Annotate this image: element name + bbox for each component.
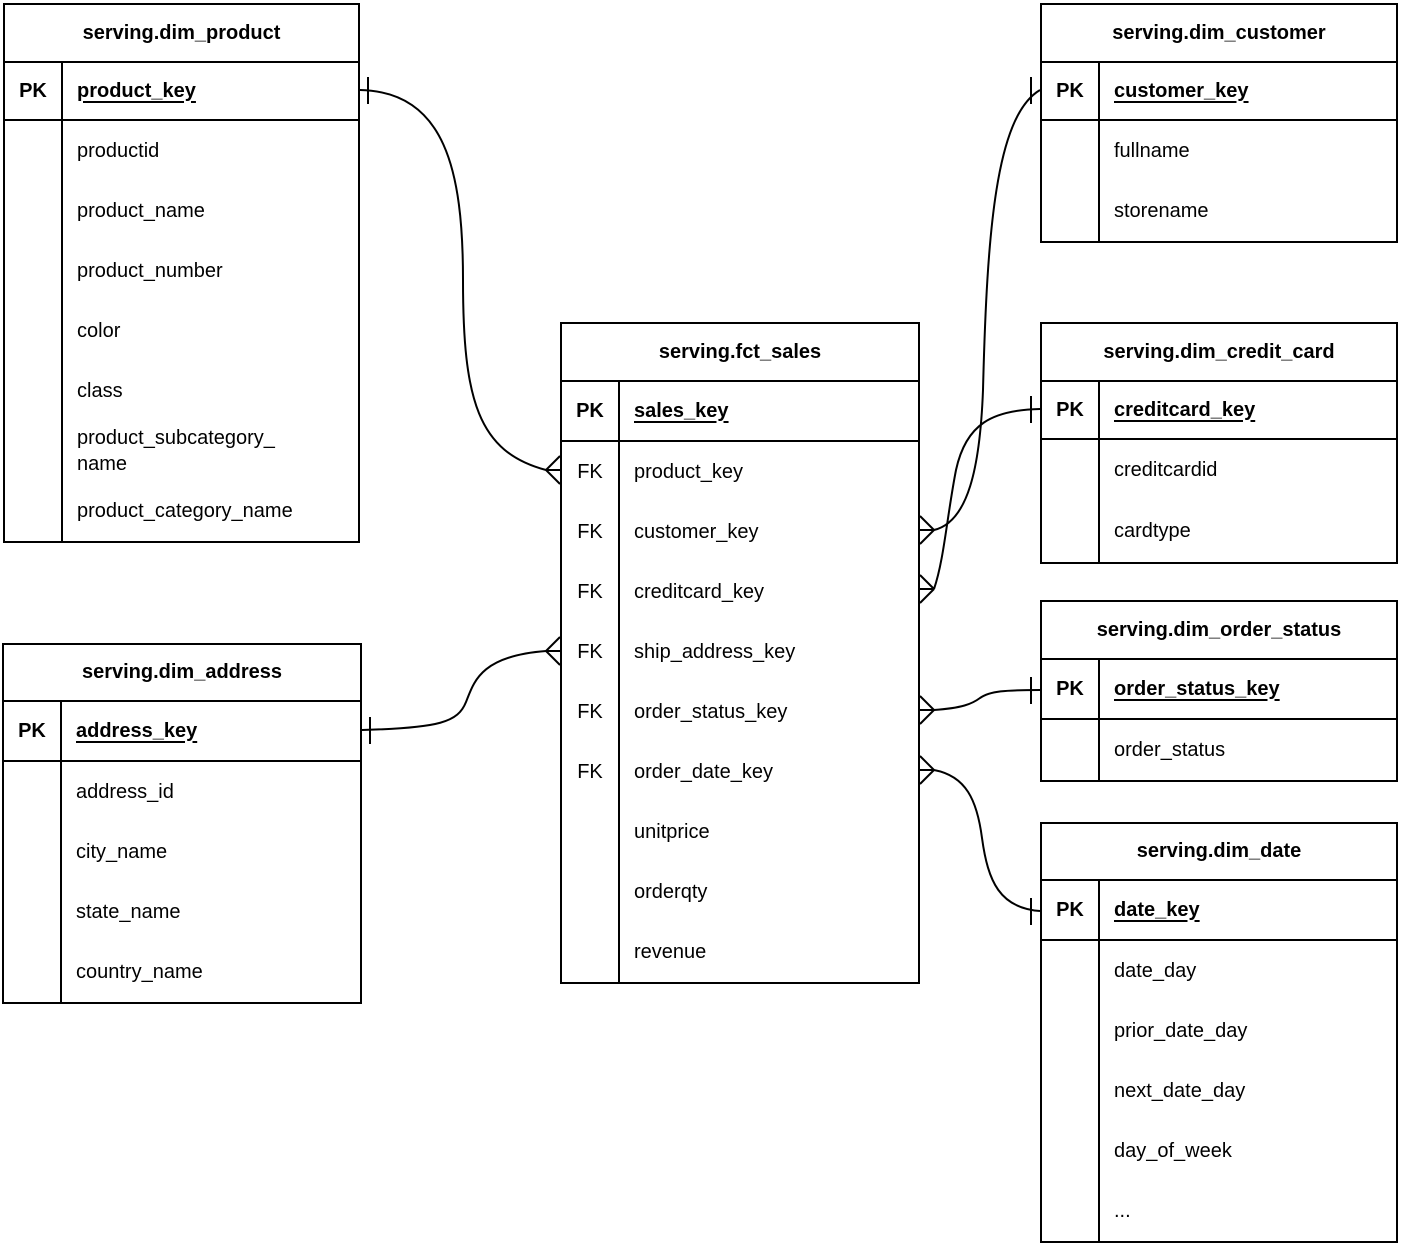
field-name: productid xyxy=(77,139,160,162)
field-row xyxy=(5,301,358,361)
fk-label: FK xyxy=(562,562,620,622)
field-name: color xyxy=(77,319,121,342)
pk-field-name: creditcard_key xyxy=(1114,398,1256,421)
crow-foot-many-icon xyxy=(920,756,934,784)
rel-fct-sales-dim-date xyxy=(920,756,1040,925)
field-row xyxy=(1042,1061,1396,1121)
key-label xyxy=(4,822,62,882)
entity-title: serving.dim_credit_card xyxy=(1042,324,1396,382)
key-label xyxy=(1042,1121,1100,1181)
fk-label: FK xyxy=(562,442,620,502)
field-name: day_of_week xyxy=(1114,1139,1232,1162)
pk-field-name: date_key xyxy=(1114,898,1200,921)
pk-row xyxy=(1042,382,1396,440)
fk-label: FK xyxy=(562,502,620,562)
field-name: product_name xyxy=(77,199,205,222)
field-name: order_date_key xyxy=(634,760,773,783)
field-name: next_date_day xyxy=(1114,1079,1246,1102)
key-label xyxy=(562,922,620,982)
fk-label: FK xyxy=(562,682,620,742)
crow-foot-many-icon xyxy=(920,516,934,544)
field-name: creditcard_key xyxy=(634,580,765,603)
pk-row xyxy=(1042,660,1396,720)
field-name: state_name xyxy=(76,900,181,923)
entity-dim-credit-card xyxy=(1040,322,1398,564)
connector-line xyxy=(360,90,546,470)
pk-label: PK xyxy=(562,382,620,440)
field-row xyxy=(1042,1181,1396,1241)
field-row xyxy=(562,802,918,862)
entity-dim-address xyxy=(2,643,362,1004)
field-row xyxy=(562,562,918,622)
key-label xyxy=(1042,501,1100,562)
connector-line xyxy=(934,770,1040,911)
key-label xyxy=(5,301,63,361)
key-label xyxy=(5,241,63,301)
field-name: product_number xyxy=(77,259,223,282)
field-name: order_status_key xyxy=(634,700,788,723)
entity-title: serving.dim_product xyxy=(5,5,358,63)
field-row xyxy=(562,502,918,562)
field-row xyxy=(5,241,358,301)
key-label xyxy=(1042,440,1100,501)
field-name: unitprice xyxy=(634,820,710,843)
field-row xyxy=(4,882,360,942)
pk-row xyxy=(4,702,360,762)
crow-foot-many-icon xyxy=(546,637,560,665)
pk-label: PK xyxy=(5,63,63,119)
key-label xyxy=(1042,720,1100,780)
field-row xyxy=(4,942,360,1002)
field-name: revenue xyxy=(634,940,707,963)
field-row xyxy=(562,862,918,922)
pk-label: PK xyxy=(1042,63,1100,119)
entity-title: serving.dim_customer xyxy=(1042,5,1396,63)
key-label xyxy=(5,361,63,421)
field-name: date_day xyxy=(1114,959,1197,982)
key-label xyxy=(562,802,620,862)
field-name: address_id xyxy=(76,780,174,803)
pk-label: PK xyxy=(4,702,62,760)
field-row xyxy=(1042,440,1396,501)
field-name: fullname xyxy=(1114,139,1190,162)
field-row xyxy=(562,922,918,982)
field-name: country_name xyxy=(76,960,203,983)
key-label xyxy=(1042,1061,1100,1121)
field-row xyxy=(4,822,360,882)
key-label xyxy=(5,181,63,241)
pk-field-name: address_key xyxy=(76,719,198,742)
field-name: class xyxy=(77,379,123,402)
crow-foot-many-icon xyxy=(920,696,934,724)
field-name-line: name xyxy=(77,453,128,475)
field-name xyxy=(63,421,358,481)
field-row xyxy=(5,121,358,181)
entity-dim-customer xyxy=(1040,3,1398,243)
field-row xyxy=(1042,181,1396,241)
connector-line xyxy=(934,690,1040,710)
field-name: city_name xyxy=(76,840,168,863)
pk-label: PK xyxy=(1042,382,1100,438)
field-row xyxy=(562,442,918,502)
key-label xyxy=(1042,1001,1100,1061)
key-label xyxy=(4,882,62,942)
field-row xyxy=(1042,501,1396,562)
field-row xyxy=(1042,121,1396,181)
rel-fct-sales-dim-customer xyxy=(920,77,1040,544)
field-name: prior_date_day xyxy=(1114,1019,1248,1042)
pk-field-name: order_status_key xyxy=(1114,677,1280,700)
pk-row xyxy=(562,382,918,442)
entity-title: serving.dim_date xyxy=(1042,824,1396,881)
key-label xyxy=(1042,121,1100,181)
rel-fct-sales-dim-address xyxy=(362,637,560,744)
field-name-line: product_subcategory_ xyxy=(77,427,275,449)
key-label xyxy=(5,121,63,181)
key-label xyxy=(4,762,62,822)
pk-field-name: product_key xyxy=(77,79,196,102)
key-label xyxy=(562,862,620,922)
field-row xyxy=(562,742,918,802)
field-name: storename xyxy=(1114,199,1209,222)
fk-label: FK xyxy=(562,622,620,682)
field-name: order_status xyxy=(1114,738,1226,761)
entity-dim-product xyxy=(3,3,360,543)
rel-fct-sales-dim-order-status xyxy=(920,677,1040,724)
field-name: creditcardid xyxy=(1114,459,1218,481)
key-label xyxy=(1042,1181,1100,1241)
pk-row xyxy=(1042,63,1396,121)
field-name: product_key xyxy=(634,460,743,483)
field-name: cardtype xyxy=(1114,520,1191,542)
field-row xyxy=(562,682,918,742)
connector-line xyxy=(934,409,1040,589)
field-row xyxy=(562,622,918,682)
pk-row xyxy=(1042,881,1396,941)
pk-field-name: sales_key xyxy=(634,399,729,422)
field-name: ... xyxy=(1114,1199,1131,1222)
field-row xyxy=(4,762,360,822)
rel-fct-sales-dim-credit-card xyxy=(920,396,1040,603)
entity-title: serving.fct_sales xyxy=(562,324,918,382)
pk-label: PK xyxy=(1042,660,1100,718)
entity-title: serving.dim_order_status xyxy=(1042,602,1396,660)
field-row xyxy=(1042,1121,1396,1181)
pk-row xyxy=(5,63,358,121)
field-row xyxy=(5,421,358,481)
field-row xyxy=(1042,1001,1396,1061)
pk-field-name: customer_key xyxy=(1114,79,1249,102)
entity-dim-order-status xyxy=(1040,600,1398,782)
key-label xyxy=(1042,181,1100,241)
key-label xyxy=(1042,941,1100,1001)
field-name: orderqty xyxy=(634,880,708,903)
entity-dim-date xyxy=(1040,822,1398,1243)
fk-label: FK xyxy=(562,742,620,802)
key-label xyxy=(5,481,63,541)
field-name: customer_key xyxy=(634,520,759,543)
entity-fct-sales xyxy=(560,322,920,984)
connector-line xyxy=(362,651,546,730)
field-row xyxy=(5,361,358,421)
field-row xyxy=(1042,720,1396,780)
field-row xyxy=(5,481,358,541)
rel-fct-sales-dim-product xyxy=(360,77,560,484)
field-row xyxy=(1042,941,1396,1001)
crow-foot-many-icon xyxy=(546,456,560,484)
entity-title: serving.dim_address xyxy=(4,645,360,702)
pk-label: PK xyxy=(1042,881,1100,939)
connector-line xyxy=(934,90,1040,530)
field-row xyxy=(5,181,358,241)
field-name: ship_address_key xyxy=(634,640,796,663)
crow-foot-many-icon xyxy=(920,575,934,603)
key-label xyxy=(5,421,63,481)
field-name: product_category_name xyxy=(77,499,293,522)
key-label xyxy=(4,942,62,1002)
